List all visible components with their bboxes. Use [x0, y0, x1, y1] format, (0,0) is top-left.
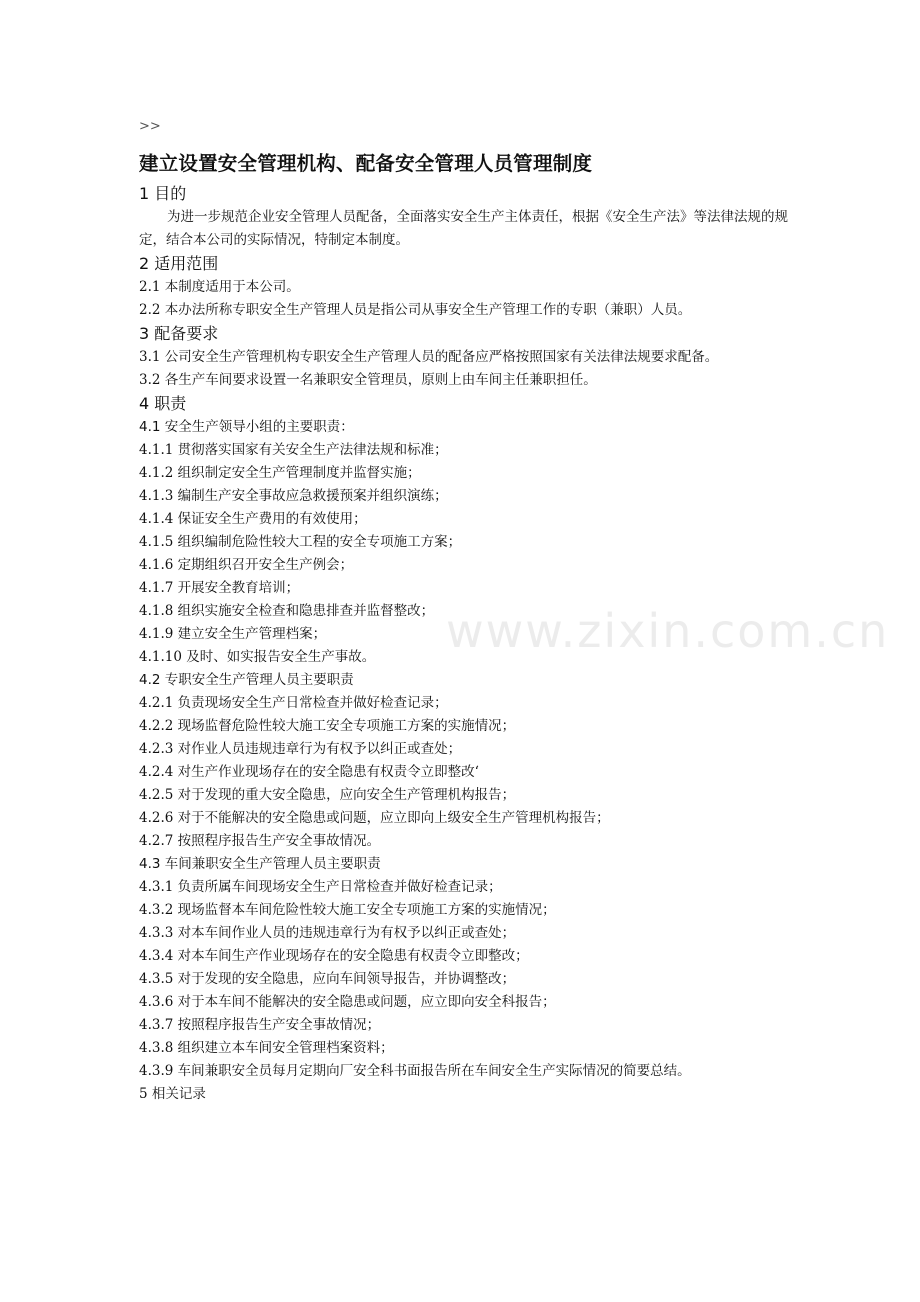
list-item: 4.3.8 组织建立本车间安全管理档案资料； [139, 1040, 394, 1056]
section-4-heading: 4 职责 [139, 394, 187, 413]
list-item: 4.3.3 对本车间作业人员的违规违章行为有权予以纠正或查处； [139, 925, 516, 941]
list-item: 4.1.9 建立安全生产管理档案； [139, 626, 327, 642]
list-item: 4.1.3 编制生产安全事故应急救援预案并组织演练； [139, 488, 448, 504]
list-item: 4.2.4 对生产作业现场存在的安全隐患有权责令立即整改‘ [139, 764, 479, 780]
list-item: 4.3.6 对于本车间不能解决的安全隐患或问题，应立即向安全科报告； [139, 994, 556, 1010]
list-item: 4.2.1 负责现场安全生产日常检查并做好检查记录； [139, 695, 448, 711]
list-item: 4.1.10 及时、如实报告安全生产事故。 [139, 649, 376, 665]
list-item: 4.1.7 开展安全教育培训； [139, 580, 300, 596]
section-2-item: 2.2 本办法所称专职安全生产管理人员是指公司从事安全生产管理工作的专职（兼职）人员。 [139, 302, 692, 318]
subsection-4-1-heading: 4.1 安全生产领导小组的主要职责： [139, 419, 354, 435]
list-item: 4.1.8 组织实施安全检查和隐患排查并监督整改； [139, 603, 435, 619]
list-item: 4.2.3 对作业人员违规违章行为有权予以纠正或查处； [139, 741, 462, 757]
section-3-item: 3.1 公司安全生产管理机构专职安全生产管理人员的配备应严格按照国家有关法律法规要求配备。 [139, 349, 719, 365]
subsection-4-2-heading: 4.2 专职安全生产管理人员主要职责 [139, 672, 354, 688]
list-item: 4.3.2 现场监督本车间危险性较大施工安全专项施工方案的实施情况； [139, 902, 556, 918]
section-1-paragraph: 为进一步规范企业安全管理人员配备，全面落实安全生产主体责任，根据《安全生产法》等法律法规的规定，结合本公司的实际情况，特制定本制度。 [139, 209, 788, 248]
page-marker: >> [139, 119, 161, 134]
list-item: 4.3.9 车间兼职安全员每月定期向厂安全科书面报告所在车间安全生产实际情况的简要总结。 [139, 1063, 691, 1079]
section-2-item: 2.1 本制度适用于本公司。 [139, 279, 300, 295]
list-item: 4.3.7 按照程序报告生产安全事故情况； [139, 1017, 381, 1033]
list-item: 4.1.6 定期组织召开安全生产例会； [139, 557, 354, 573]
list-item: 4.1.5 组织编制危险性较大工程的安全专项施工方案； [139, 534, 462, 550]
section-5-heading: 5 相关记录 [139, 1086, 206, 1102]
list-item: 4.2.7 按照程序报告生产安全事故情况。 [139, 833, 381, 849]
list-item: 4.2.6 对于不能解决的安全隐患或问题，应立即向上级安全生产管理机构报告； [139, 810, 610, 826]
list-item: 4.3.4 对本车间生产作业现场存在的安全隐患有权责令立即整改； [139, 948, 529, 964]
list-item: 4.3.1 负责所属车间现场安全生产日常检查并做好检查记录； [139, 879, 502, 895]
section-1-heading: 1 目的 [139, 184, 187, 203]
list-item: 4.2.5 对于发现的重大安全隐患，应向安全生产管理机构报告； [139, 787, 516, 803]
document-page [139, 116, 799, 1106]
list-item: 4.1.1 贯彻落实国家有关安全生产法律法规和标准； [139, 442, 448, 458]
section-2-heading: 2 适用范围 [139, 254, 219, 273]
document-title: 建立设置安全管理机构、配备安全管理人员管理制度 [139, 152, 593, 175]
section-3-item: 3.2 各生产车间要求设置一名兼职安全管理员，原则上由车间主任兼职担任。 [139, 372, 597, 388]
section-3-heading: 3 配备要求 [139, 324, 219, 343]
list-item: 4.3.5 对于发现的安全隐患，应向车间领导报告，并协调整改； [139, 971, 516, 987]
list-item: 4.2.2 现场监督危险性较大施工安全专项施工方案的实施情况； [139, 718, 516, 734]
list-item: 4.1.4 保证安全生产费用的有效使用； [139, 511, 367, 527]
list-item: 4.1.2 组织制定安全生产管理制度并监督实施； [139, 465, 421, 481]
subsection-4-3-heading: 4.3 车间兼职安全生产管理人员主要职责 [139, 856, 381, 872]
watermark-text: www.zixin.com.cn [446, 604, 890, 658]
